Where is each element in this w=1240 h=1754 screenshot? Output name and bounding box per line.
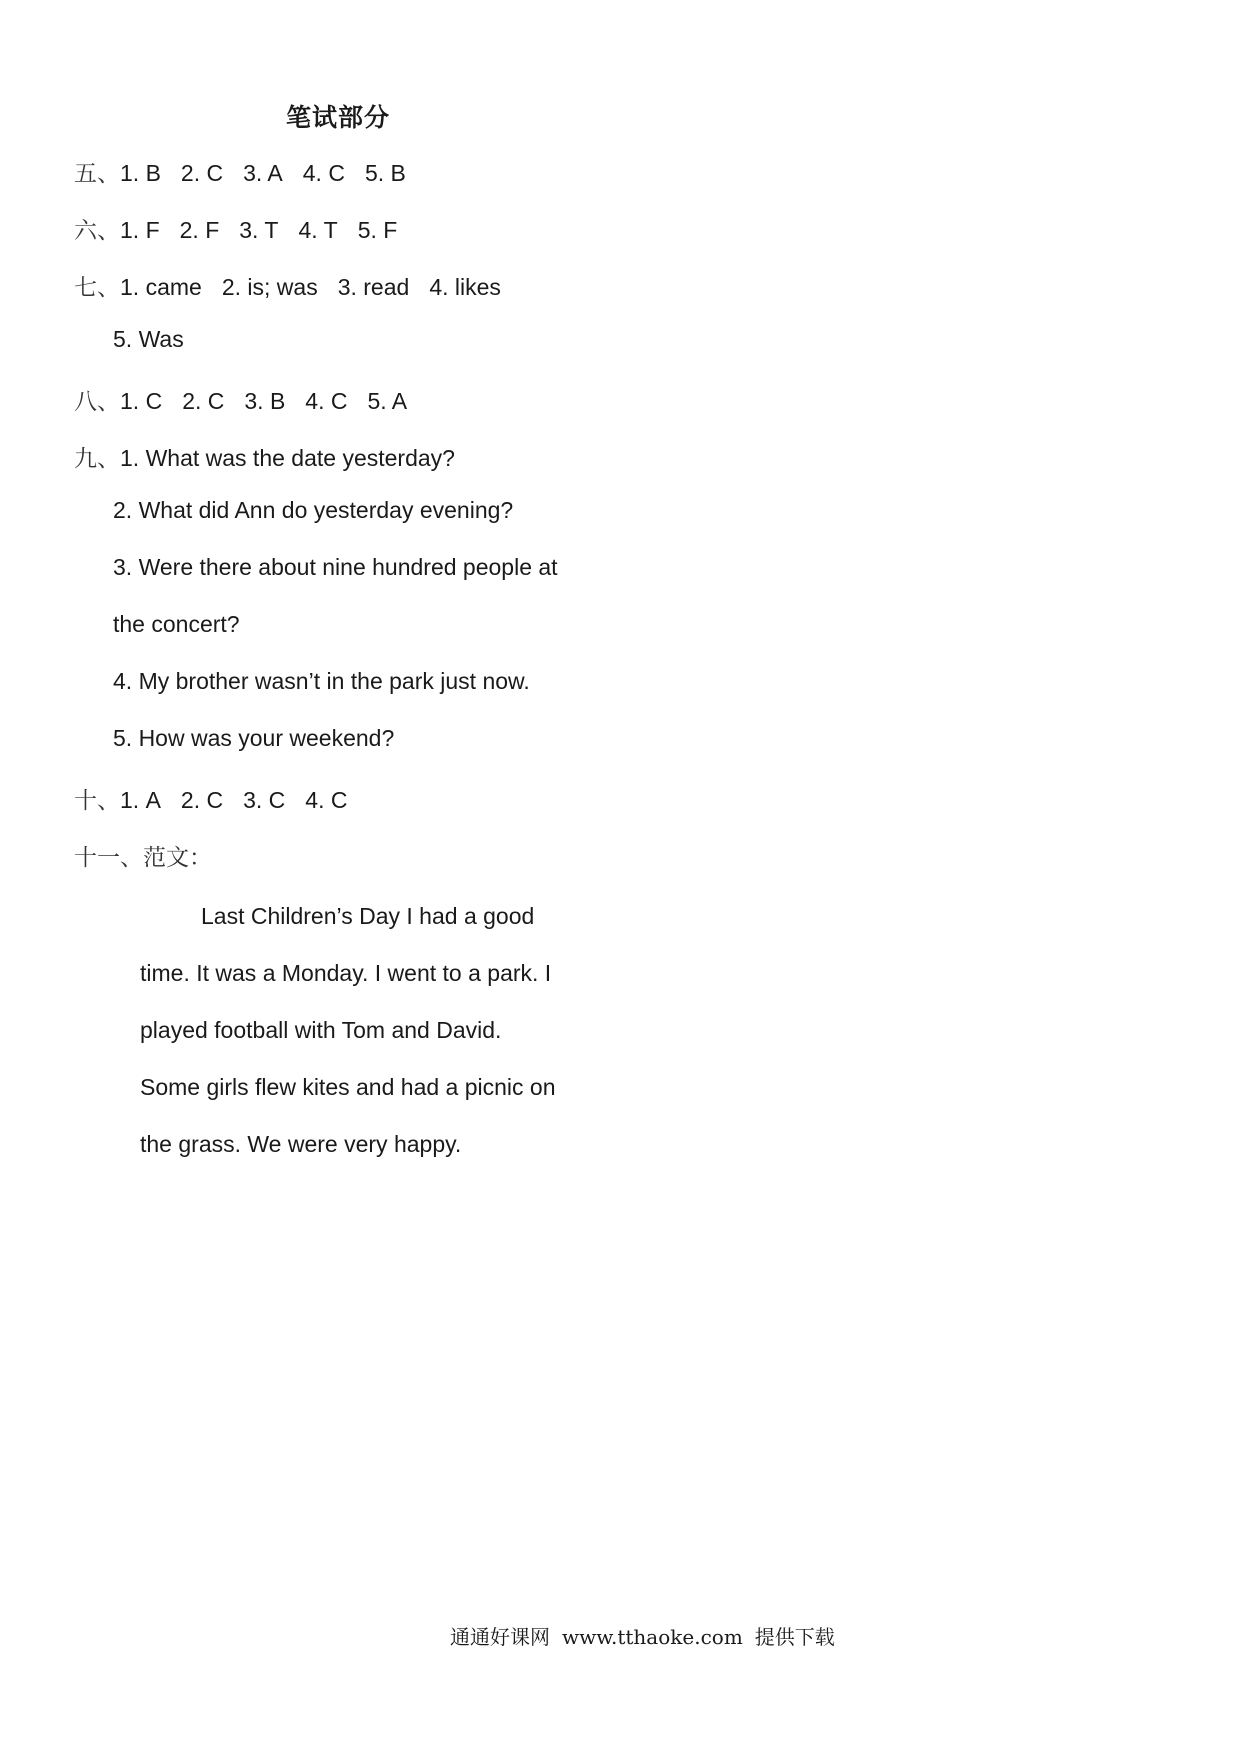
model-essay bbox=[140, 888, 600, 1173]
section-10-answers bbox=[74, 782, 367, 815]
answer: 1. C bbox=[120, 388, 163, 414]
answer: 3. C bbox=[243, 787, 286, 813]
essay-line: Some girls flew kites and had a picnic on bbox=[140, 1074, 556, 1100]
section-11-heading bbox=[74, 839, 212, 872]
answer: 3. read bbox=[337, 274, 410, 300]
answer: 4. T bbox=[298, 217, 338, 243]
answer: 1. What was the date yesterday? bbox=[120, 445, 455, 471]
section-number: 十、 bbox=[74, 788, 120, 814]
section-8-answers bbox=[74, 383, 427, 416]
answer: 1. came bbox=[120, 274, 202, 300]
page-title: 笔试部分 bbox=[286, 103, 391, 132]
answer-line: 5. How was your weekend? bbox=[113, 725, 395, 751]
section-number: 十一、 bbox=[74, 845, 143, 871]
answer: 2. C bbox=[180, 160, 224, 186]
footer bbox=[450, 1621, 847, 1650]
section-9-first bbox=[74, 440, 455, 473]
answer-line: 2. What did Ann do yesterday evening? bbox=[113, 497, 514, 523]
essay-line: Last Children’s Day I had a good bbox=[201, 903, 535, 929]
answer: 4. likes bbox=[429, 274, 501, 300]
footer-suffix: 提供下载 bbox=[754, 1625, 835, 1649]
answer: 2. is; was bbox=[221, 274, 318, 300]
section-number: 五、 bbox=[74, 161, 120, 187]
answer: 1. F bbox=[120, 217, 160, 243]
answer: 5. B bbox=[364, 160, 406, 186]
answer: 5. F bbox=[357, 217, 398, 243]
answer: 3. B bbox=[244, 388, 286, 414]
essay-line: played football with Tom and David. bbox=[140, 1017, 502, 1043]
essay-line: time. It was a Monday. I went to a park. I bbox=[140, 960, 552, 986]
answer: 4. C bbox=[305, 787, 348, 813]
answer: 4. C bbox=[302, 160, 345, 186]
answer: 1. B bbox=[120, 160, 161, 186]
footer-url: www.tthaoke.com bbox=[562, 1625, 743, 1649]
section-number: 七、 bbox=[74, 275, 120, 301]
footer-site-name: 通通好课网 bbox=[450, 1625, 550, 1649]
answer-line: 4. My brother wasn’t in the park just now. bbox=[113, 668, 530, 694]
answer: 2. C bbox=[180, 787, 224, 813]
answer: 5. A bbox=[367, 388, 408, 414]
section-7-answers bbox=[74, 269, 521, 302]
section-number: 八、 bbox=[74, 389, 120, 415]
answer: 4. C bbox=[305, 388, 348, 414]
section-label: 范文： bbox=[143, 845, 212, 871]
answer: 3. T bbox=[239, 217, 279, 243]
section-6-answers bbox=[74, 212, 417, 245]
section-number: 九、 bbox=[74, 446, 120, 472]
section-5-answers bbox=[74, 155, 426, 188]
essay-line: the grass. We were very happy. bbox=[140, 1131, 462, 1157]
answer: 3. A bbox=[243, 160, 283, 186]
section-number: 六、 bbox=[74, 218, 120, 244]
answer-continuation: 5. Was bbox=[113, 326, 184, 352]
answer: 2. C bbox=[182, 388, 225, 414]
answer: 1. A bbox=[120, 787, 161, 813]
answer: 2. F bbox=[179, 217, 220, 243]
answer-line: 3. Were there about nine hundred people at bbox=[113, 554, 558, 580]
answer-line: the concert? bbox=[113, 611, 240, 637]
